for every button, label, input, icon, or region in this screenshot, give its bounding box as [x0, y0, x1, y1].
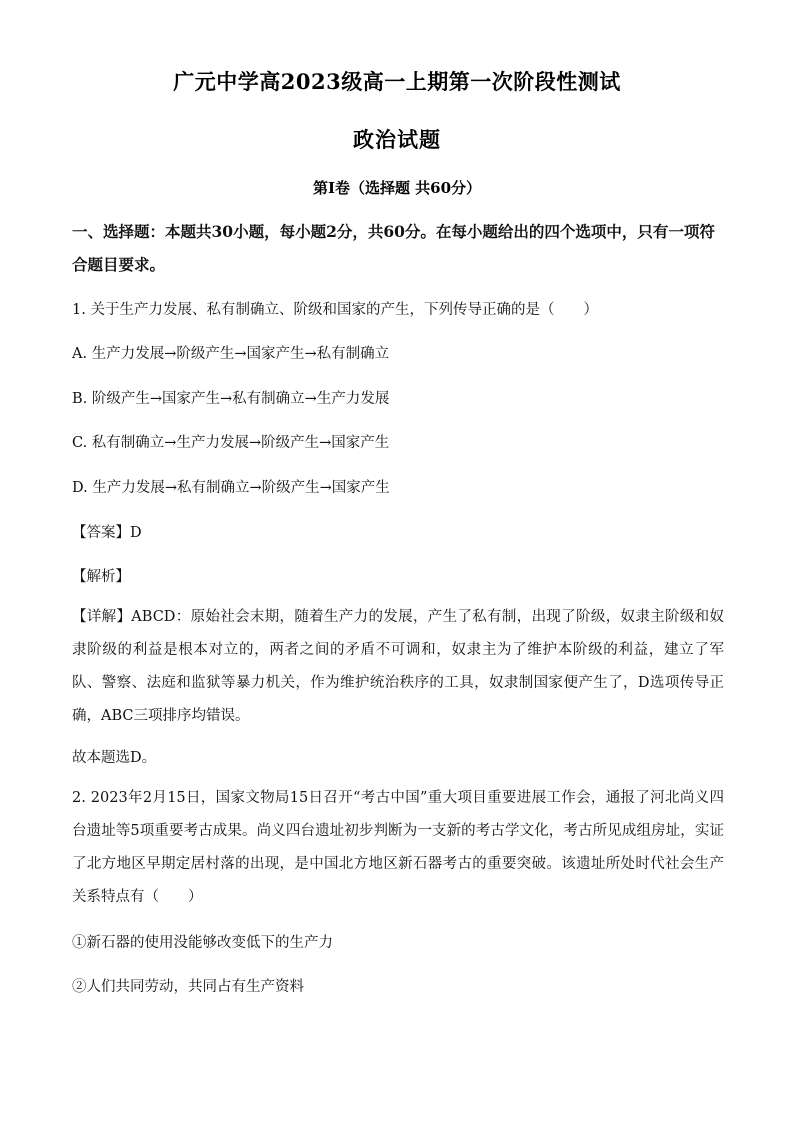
answer-line — [72, 521, 142, 542]
answer-label: 【答案】 — [72, 525, 130, 541]
question-1-option-d: D. 生产力发展→私有制确立→阶级产生→国家产生 — [72, 480, 390, 496]
question-1-option-c: C. 私有制确立→生产力发展→阶级产生→国家产生 — [72, 435, 390, 451]
question-1-option-a: A. 生产力发展→阶级产生→国家产生→私有制确立 — [72, 346, 390, 362]
section-heading: 一、选择题：本题共30小题，每小题2分，共60分。在每小题给出的四个选项中，只有一项符合题目要求。 — [72, 222, 715, 274]
question-2-statement-1: ①新石器的使用没能够改变低下的生产力 — [72, 935, 333, 951]
volume-title: 第Ⅰ卷（选择题 共60分） — [312, 179, 482, 197]
question-1-detail: 【详解】ABCD：原始社会末期，随着生产力的发展，产生了私有制，出现了阶级，奴隶主阶级和奴隶阶级的利益是根本对立的，两者之间的矛盾不可调和，奴隶主为了维护本阶级的利益，建立了军队、警察、法庭和监狱等暴力机关，作为维护统治秩序的工具，奴隶制国家便产生了，D选项传导正确，ABC三项排序均错误。 — [72, 609, 724, 724]
question-1-conclusion: 故本题选D。 — [72, 750, 157, 766]
subject-title: 政治试题 — [353, 127, 441, 152]
question-2-statement-2: ②人们共同劳动，共同占有生产资料 — [72, 979, 304, 995]
question-1-option-b: B. 阶级产生→国家产生→私有制确立→生产力发展 — [72, 391, 390, 407]
analysis-label: 【解析】 — [72, 569, 130, 585]
question-1-stem: 1. 关于生产力发展、私有制确立、阶级和国家的产生，下列传导正确的是（ ） — [72, 302, 598, 318]
answer-value: D — [130, 525, 142, 541]
exam-title: 广元中学高2023级高一上期第一次阶段性测试 — [173, 69, 621, 94]
question-2-stem: 2. 2023年2月15日，国家文物局15日召开“考古中国”重大项目重要进展工作会，通报了河北尚义四台遗址等5项重要考古成果。尚义四台遗址初步判断为一支新的考古学文化，考古所见成组房址，实证了北方地区早期定居村落的出现，是中国北方地区新石器考古的重要突破。该遗址所处时代社会生产关系特点有（ ） — [72, 790, 724, 905]
